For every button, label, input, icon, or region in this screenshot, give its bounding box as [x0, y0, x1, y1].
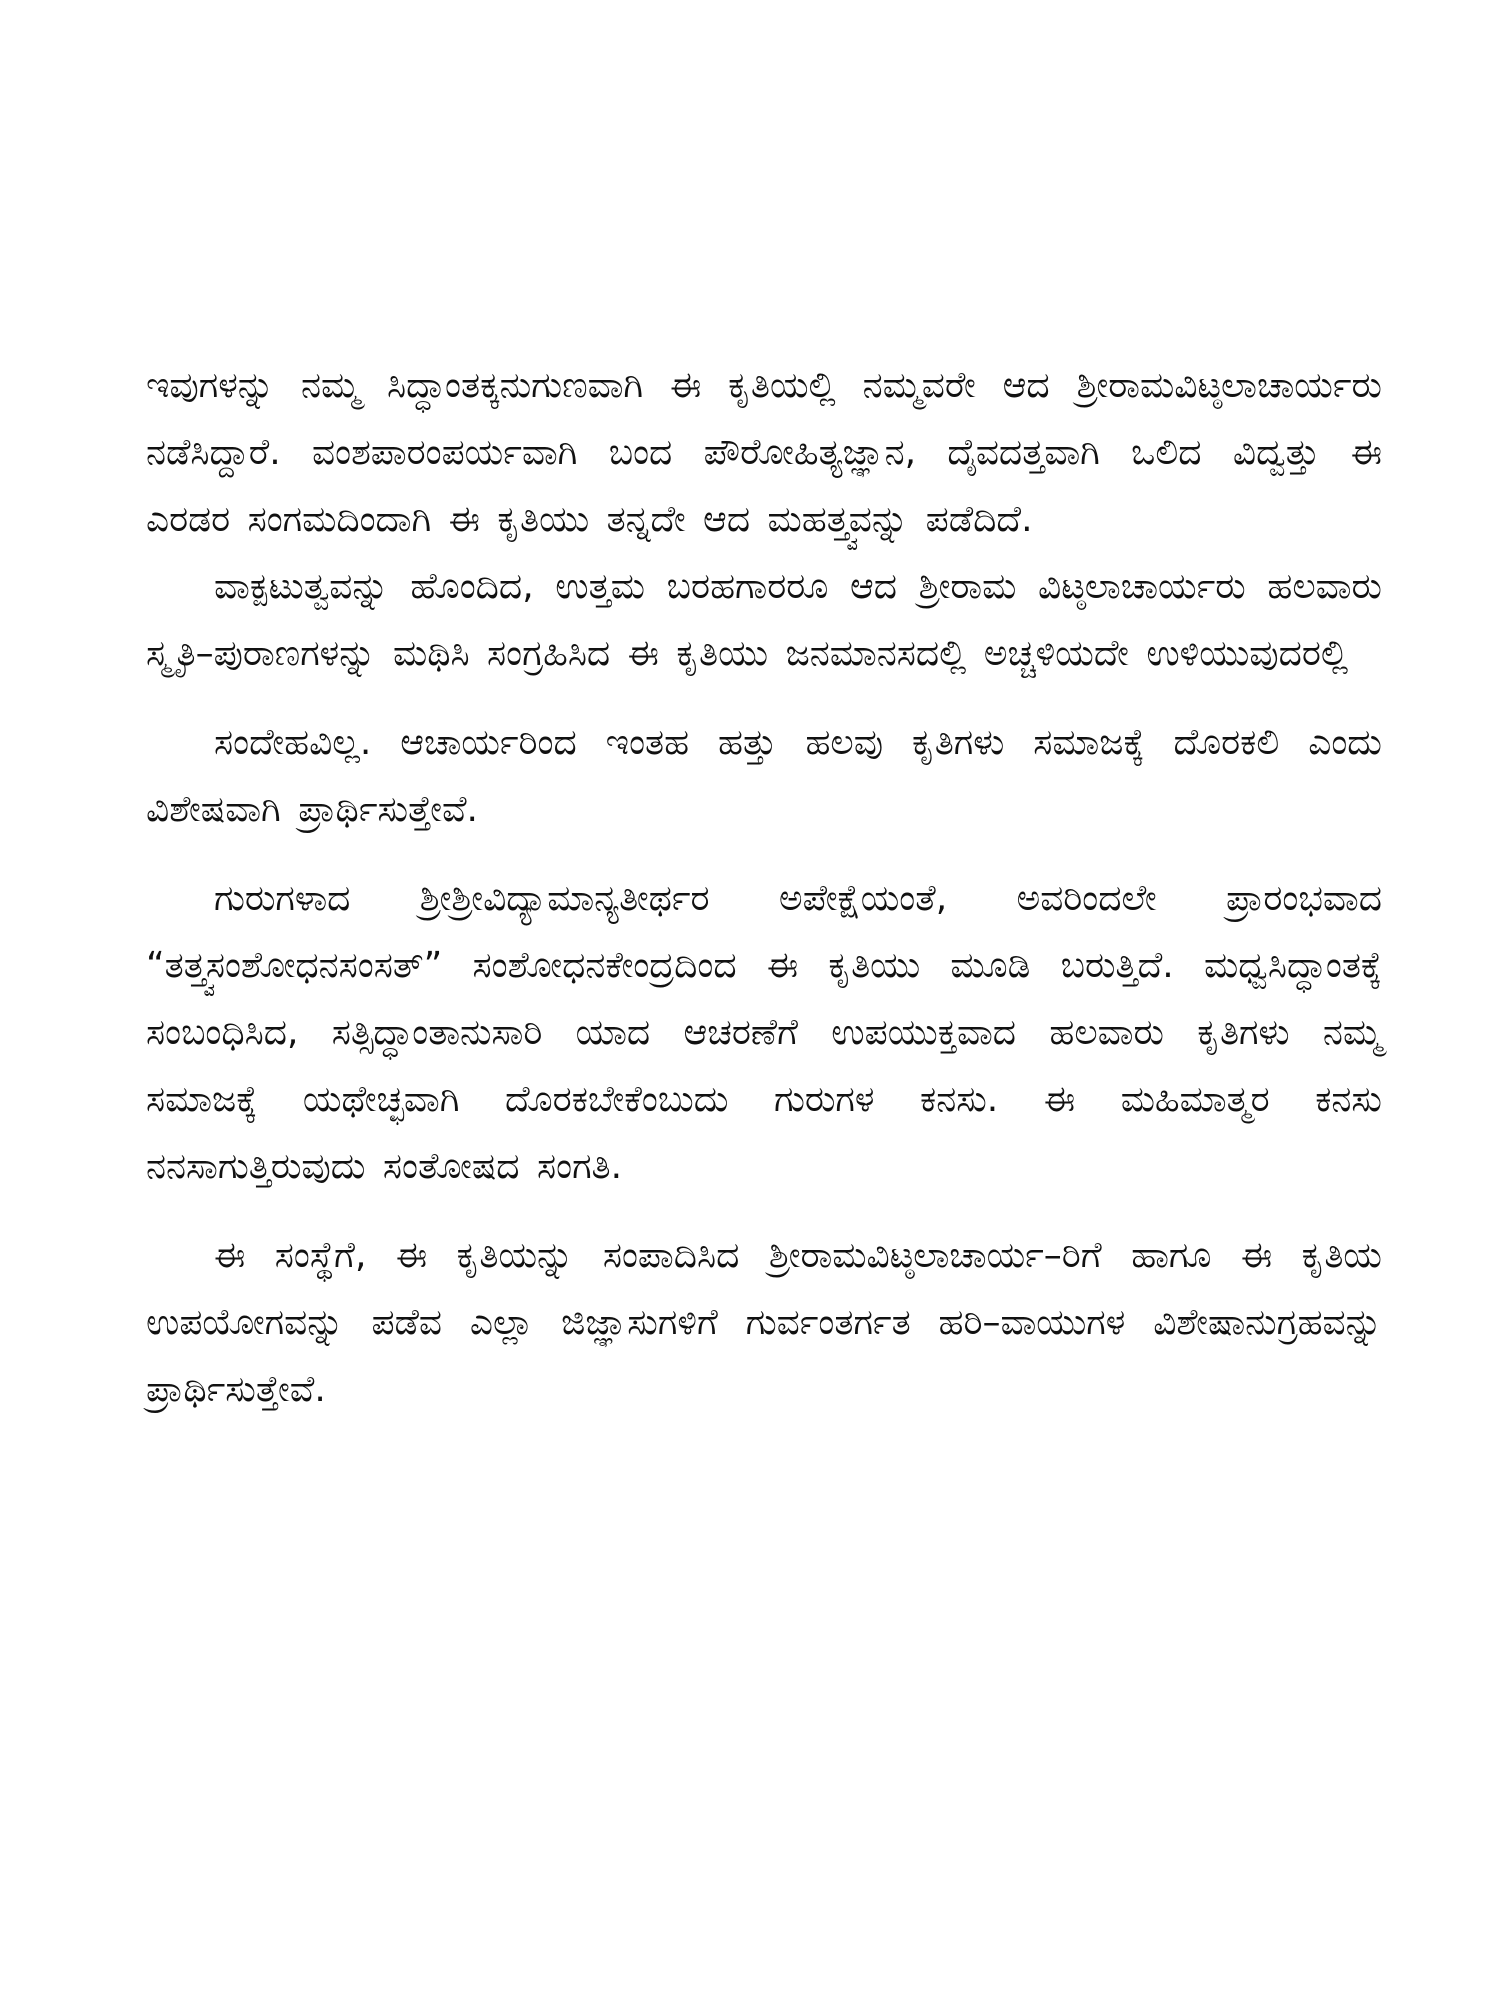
- paragraph-4: ಗುರುಗಳಾದ ಶ್ರೀಶ್ರೀವಿದ್ಯಾಮಾನ್ಯತೀರ್ಥರ ಅಪೇಕ್ಷೆಯಂತೆ, ಅವರಿಂದಲೇ ಪ್ರಾರಂಭವಾದ “ತತ್ತ್ವಸಂಶೋಧನಸಂಸತ್” ಸಂಶೋಧನಕೇಂದ್ರದಿಂದ ಈ ಕೃತಿಯು ಮೂಡಿ ಬರುತ್ತಿದೆ. ಮಧ್ವಸಿದ್ಧಾಂತಕ್ಕೆ ಸಂಬಂಧಿಸಿದ, ಸತ್ಸಿದ್ಧಾಂತಾನುಸಾರಿ ಯಾದ ಆಚರಣೆಗೆ ಉಪಯುಕ್ತವಾದ ಹಲವಾರು ಕೃತಿಗಳು ನಮ್ಮ ಸಮಾಜಕ್ಕೆ ಯಥೇಚ್ಛವಾಗಿ ದೊರಕಬೇಕೆಂಬುದು ಗುರುಗಳ ಕನಸು. ಈ ಮಹಿಮಾತ್ಮರ ಕನಸು ನನಸಾಗುತ್ತಿರುವುದು ಸಂತೋಷದ ಸಂಗತಿ.: [146, 878, 1382, 1187]
- paragraph-2: ವಾಕ್ಪಟುತ್ವವನ್ನು ಹೊಂದಿದ, ಉತ್ತಮ ಬರಹಗಾರರೂ ಆದ ಶ್ರೀರಾಮ ವಿಟ್ಠಲಾಚಾರ್ಯರು ಹಲವಾರು ಸ್ಮೃತಿ–ಪುರಾಣಗಳನ್ನು ಮಥಿಸಿ ಸಂಗ್ರಹಿಸಿದ ಈ ಕೃತಿಯು ಜನಮಾನಸದಲ್ಲಿ ಅಚ್ಚಳಿಯದೇ ಉಳಿಯುವುದರಲ್ಲಿ: [146, 566, 1382, 674]
- paragraph-3: ಸಂದೇಹವಿಲ್ಲ. ಆಚಾರ್ಯರಿಂದ ಇಂತಹ ಹತ್ತು ಹಲವು ಕೃತಿಗಳು ಸಮಾಜಕ್ಕೆ ದೊರಕಲಿ ಎಂದು ವಿಶೇಷವಾಗಿ ಪ್ರಾರ್ಥಿಸುತ್ತೇವೆ.: [146, 722, 1382, 830]
- body-text: [146, 352, 1382, 1423]
- paragraph-1: ಇವುಗಳನ್ನು ನಮ್ಮ ಸಿದ್ಧಾಂತಕ್ಕನುಗುಣವಾಗಿ ಈ ಕೃತಿಯಲ್ಲಿ ನಮ್ಮವರೇ ಆದ ಶ್ರೀರಾಮವಿಟ್ಠಲಾಚಾರ್ಯರು ನಡೆಸಿದ್ದಾರೆ. ವಂಶಪಾರಂಪರ್ಯವಾಗಿ ಬಂದ ಪೌರೋಹಿತ್ಯಜ್ಞಾನ, ದೈವದತ್ತವಾಗಿ ಒಲಿದ ವಿದ್ವತ್ತು ಈ ಎರಡರ ಸಂಗಮದಿಂದಾಗಿ ಈ ಕೃತಿಯು ತನ್ನದೇ ಆದ ಮಹತ್ತ್ವವನ್ನು ಪಡೆದಿದೆ.: [146, 365, 1382, 540]
- paragraph-5: ಈ ಸಂಸ್ಥೆಗೆ, ಈ ಕೃತಿಯನ್ನು ಸಂಪಾದಿಸಿದ ಶ್ರೀರಾಮವಿಟ್ಠಲಾಚಾರ್ಯ–ರಿಗೆ ಹಾಗೂ ಈ ಕೃತಿಯ ಉಪಯೋಗವನ್ನು ಪಡೆವ ಎಲ್ಲಾ ಜಿಜ್ಞಾಸುಗಳಿಗೆ ಗುರ್ವಂತರ್ಗತ ಹರಿ–ವಾಯುಗಳ ವಿಶೇಷಾನುಗ್ರಹವನ್ನು ಪ್ರಾರ್ಥಿಸುತ್ತೇವೆ.: [146, 1235, 1382, 1410]
